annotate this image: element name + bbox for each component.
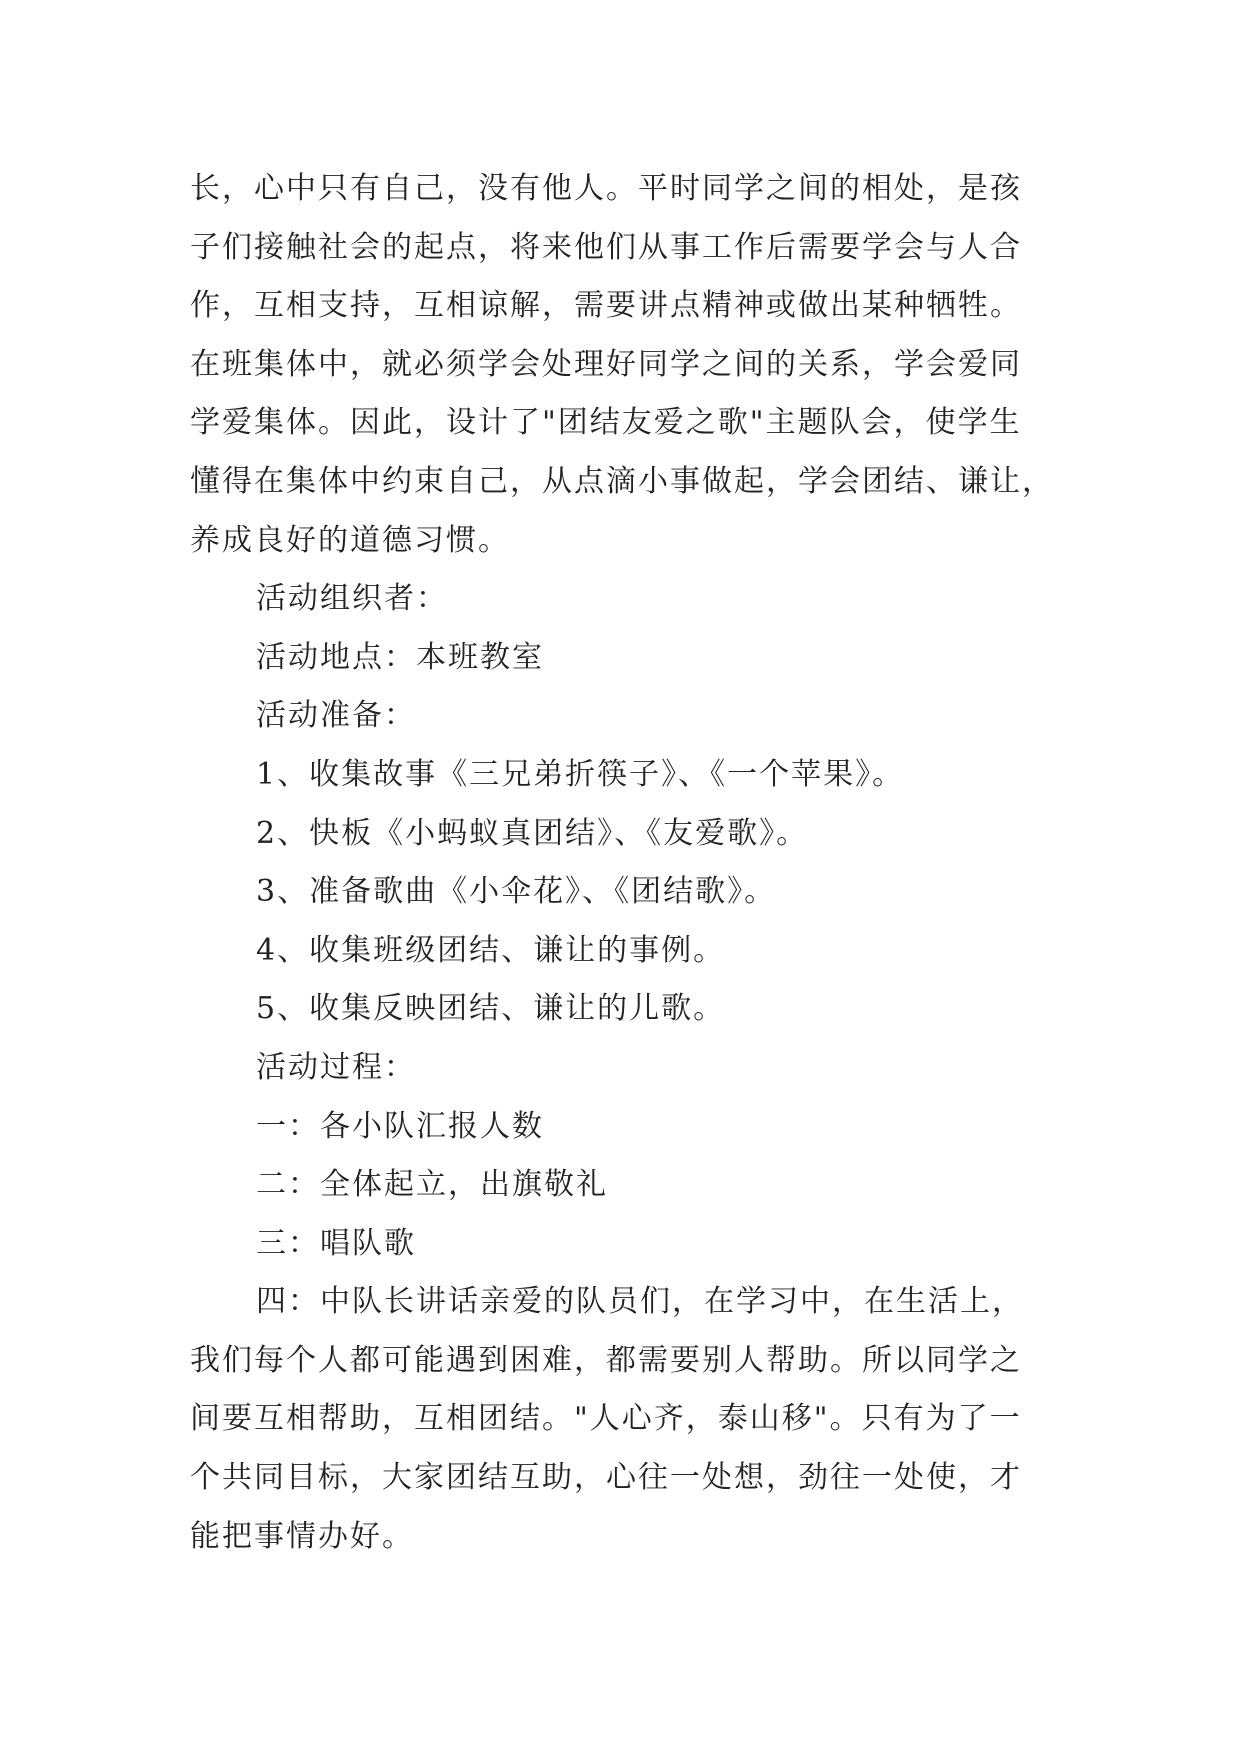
preparation-item: 2、快板《小蚂蚁真团结》、《友爱歌》。 — [256, 815, 809, 851]
speech-line: 能把事情办好。 — [190, 1518, 414, 1554]
paragraph-line: 长，心中只有自己，没有他人。平时同学之间的相处，是孩 — [190, 171, 1022, 206]
process-step: 三：唱队歌 — [256, 1225, 416, 1261]
document-body — [190, 160, 1070, 1566]
activity-location: 活动地点：本班教室 — [256, 639, 544, 675]
speech-line: 我们每个人都可能遇到困难，都需要别人帮助。所以同学之 — [190, 1342, 1022, 1378]
preparation-item: 3、准备歌曲《小伞花》、《团结歌》。 — [256, 874, 777, 910]
paragraph-line: 养成良好的道德习惯。 — [190, 522, 510, 558]
paragraph-line: 懂得在集体中约束自己，从点滴小事做起，学会团结、谦让， — [190, 463, 1054, 499]
preparation-item: 1、收集故事《三兄弟折筷子》、《一个苹果》。 — [256, 756, 905, 792]
paragraph-line: 学爱集体。因此，设计了"团结友爱之歌"主题队会，使学生 — [190, 405, 1022, 441]
preparation-item: 4、收集班级团结、谦让的事例。 — [256, 932, 726, 968]
process-step: 二：全体起立，出旗敬礼 — [256, 1167, 608, 1203]
process-heading: 活动过程： — [256, 1049, 416, 1085]
preparation-item: 5、收集反映团结、谦让的儿歌。 — [256, 991, 726, 1027]
paragraph-line: 子们接触社会的起点，将来他们从事工作后需要学会与人合 — [190, 229, 1022, 265]
paragraph-line: 作，互相支持，互相谅解，需要讲点精神或做出某种牺牲。 — [190, 288, 1022, 324]
process-step: 一：各小队汇报人数 — [256, 1108, 544, 1144]
paragraph-line: 在班集体中，就必须学会处理好同学之间的关系，学会爱同 — [190, 346, 1022, 382]
speech-line: 间要互相帮助，互相团结。"人心齐，泰山移"。只有为了一 — [190, 1401, 1022, 1437]
speech-line: 个共同目标，大家团结互助，心往一处想，劲往一处使，才 — [190, 1460, 1022, 1496]
activity-organizer: 活动组织者： — [256, 581, 448, 617]
preparation-heading: 活动准备： — [256, 698, 416, 734]
speech-line: 四：中队长讲话亲爱的队员们，在学习中，在生活上， — [256, 1284, 1024, 1320]
